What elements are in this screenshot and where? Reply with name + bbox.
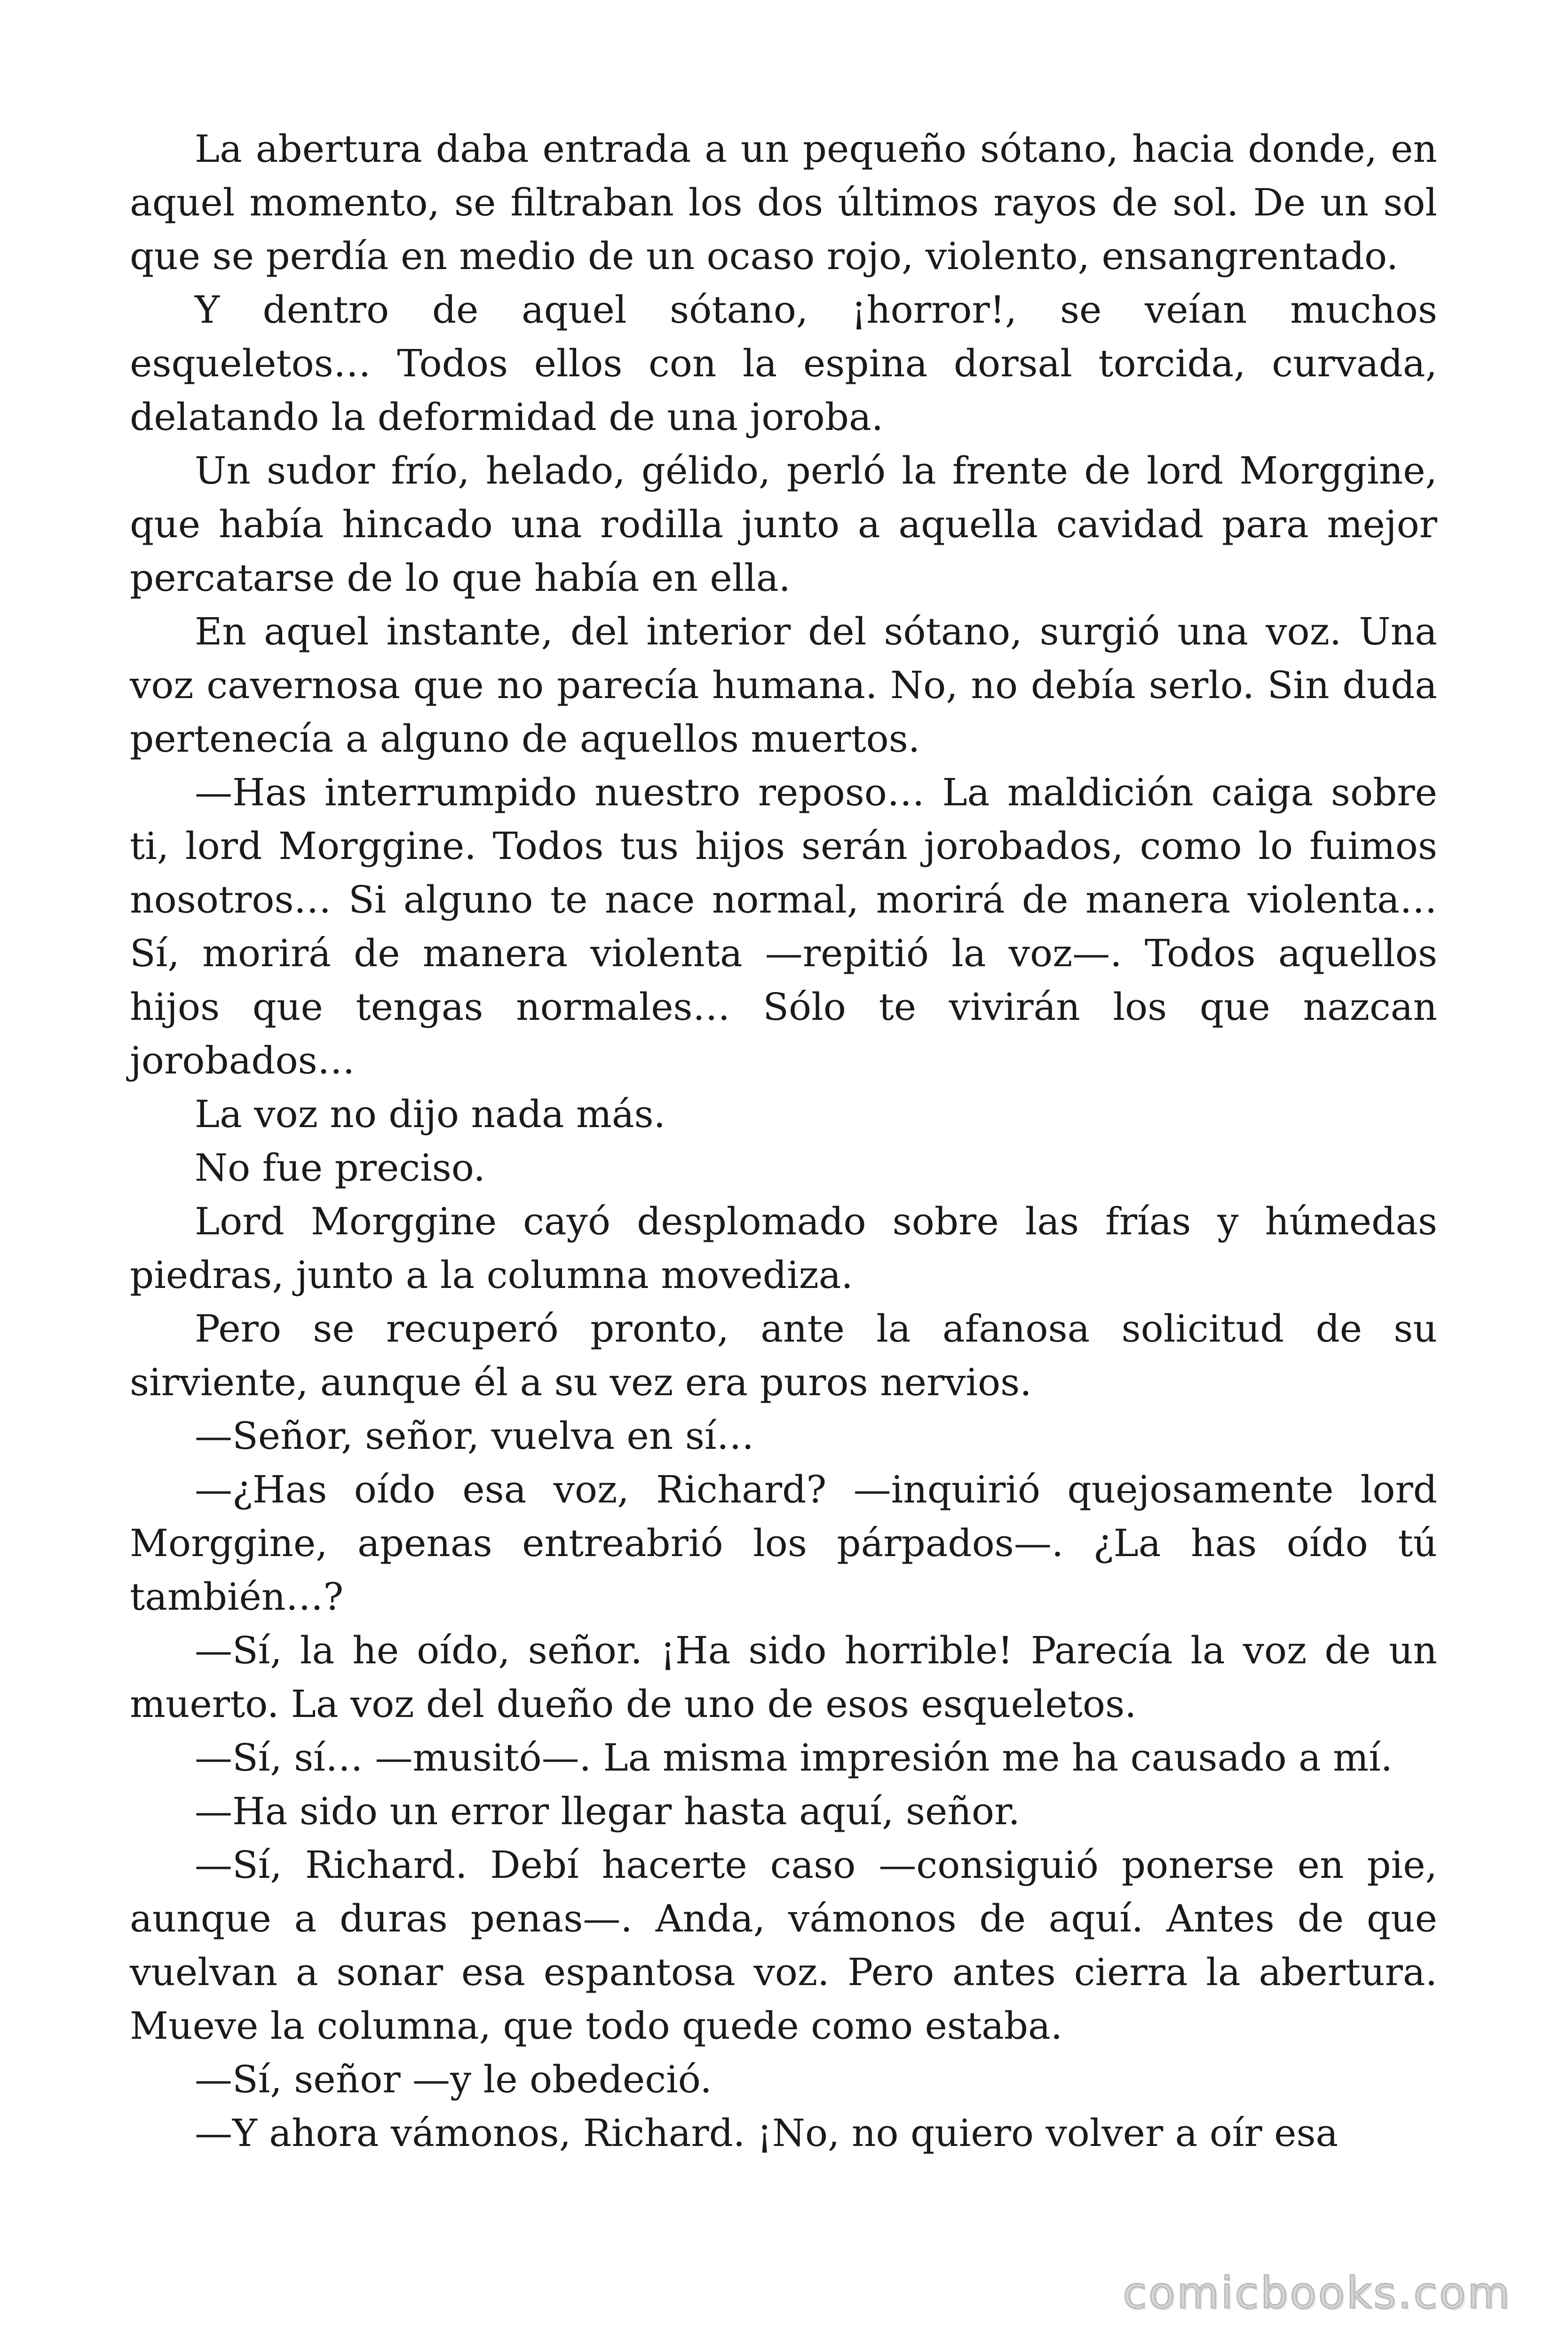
paragraph: —Señor, señor, vuelva en sí… xyxy=(195,1414,754,1458)
paragraph: Pero se recuperó pronto, ante la afanosa solicitud de su sirviente, aunque él a su vez era puros nervios. xyxy=(130,1307,1437,1404)
paragraph: La abertura daba entrada a un pequeño sótano, hacia donde, en aquel momento, se filtraban los dos últimos rayos de sol. De un sol que se perdía en medio de un ocaso rojo, violento, ensangrentado. xyxy=(130,127,1437,278)
paragraph: Lord Morggine cayó desplomado sobre las frías y húmedas piedras, junto a la columna movediza. xyxy=(130,1200,1437,1297)
paragraph: En aquel instante, del interior del sótano, surgió una voz. Una voz cavernosa que no parecía humana. No, no debía serlo. Sin duda pertenecía a alguno de aquellos muertos. xyxy=(130,610,1437,761)
paragraph: —Sí, la he oído, señor. ¡Ha sido horrible! Parecía la voz de un muerto. La voz del dueño de uno de esos esqueletos. xyxy=(130,1629,1437,1726)
paragraph: No fue preciso. xyxy=(195,1146,485,1190)
paragraph: —Ha sido un error llegar hasta aquí, señor. xyxy=(195,1789,1020,1833)
paragraph: —Sí, señor —y le obedeció. xyxy=(195,2058,712,2101)
paragraph: —Has interrumpido nuestro reposo… La maldición caiga sobre ti, lord Morggine. Todos tus hijos serán jorobados, como lo fuimos nosotros… Si alguno te nace normal, morirá de manera violenta… Sí, morirá de manera violenta —repitió la voz—. Todos aquellos hijos que tengas normales… Sólo te vivirán los que nazcan jorobados… xyxy=(130,771,1437,1082)
paragraph: Un sudor frío, helado, gélido, perló la frente de lord Morggine, que había hincado una rodilla junto a aquella cavidad para mejor percatarse de lo que había en ella. xyxy=(130,449,1437,600)
paragraph: La voz no dijo nada más. xyxy=(195,1092,666,1136)
watermark: comicbooks.com xyxy=(1123,2268,1512,2318)
paragraph: Y dentro de aquel sótano, ¡horror!, se veían muchos esqueletos… Todos ellos con la espina dorsal torcida, curvada, delatando la deformidad de una joroba. xyxy=(130,288,1437,439)
body-text xyxy=(130,122,1437,2160)
paragraph: —Sí, sí… —musitó—. La misma impresión me ha causado a mí. xyxy=(195,1736,1393,1780)
paragraph: —Y ahora vámonos, Richard. ¡No, no quiero volver a oír esa xyxy=(195,2111,1338,2155)
paragraph: —¿Has oído esa voz, Richard? —inquirió quejosamente lord Morggine, apenas entreabrió los párpados—. ¿La has oído tú también…? xyxy=(130,1468,1437,1619)
paragraph: —Sí, Richard. Debí hacerte caso —consiguió ponerse en pie, aunque a duras penas—. Anda, vámonos de aquí. Antes de que vuelvan a sonar esa espantosa voz. Pero antes cierra la abertura. Mueve la columna, que todo quede como estaba. xyxy=(130,1843,1437,2048)
